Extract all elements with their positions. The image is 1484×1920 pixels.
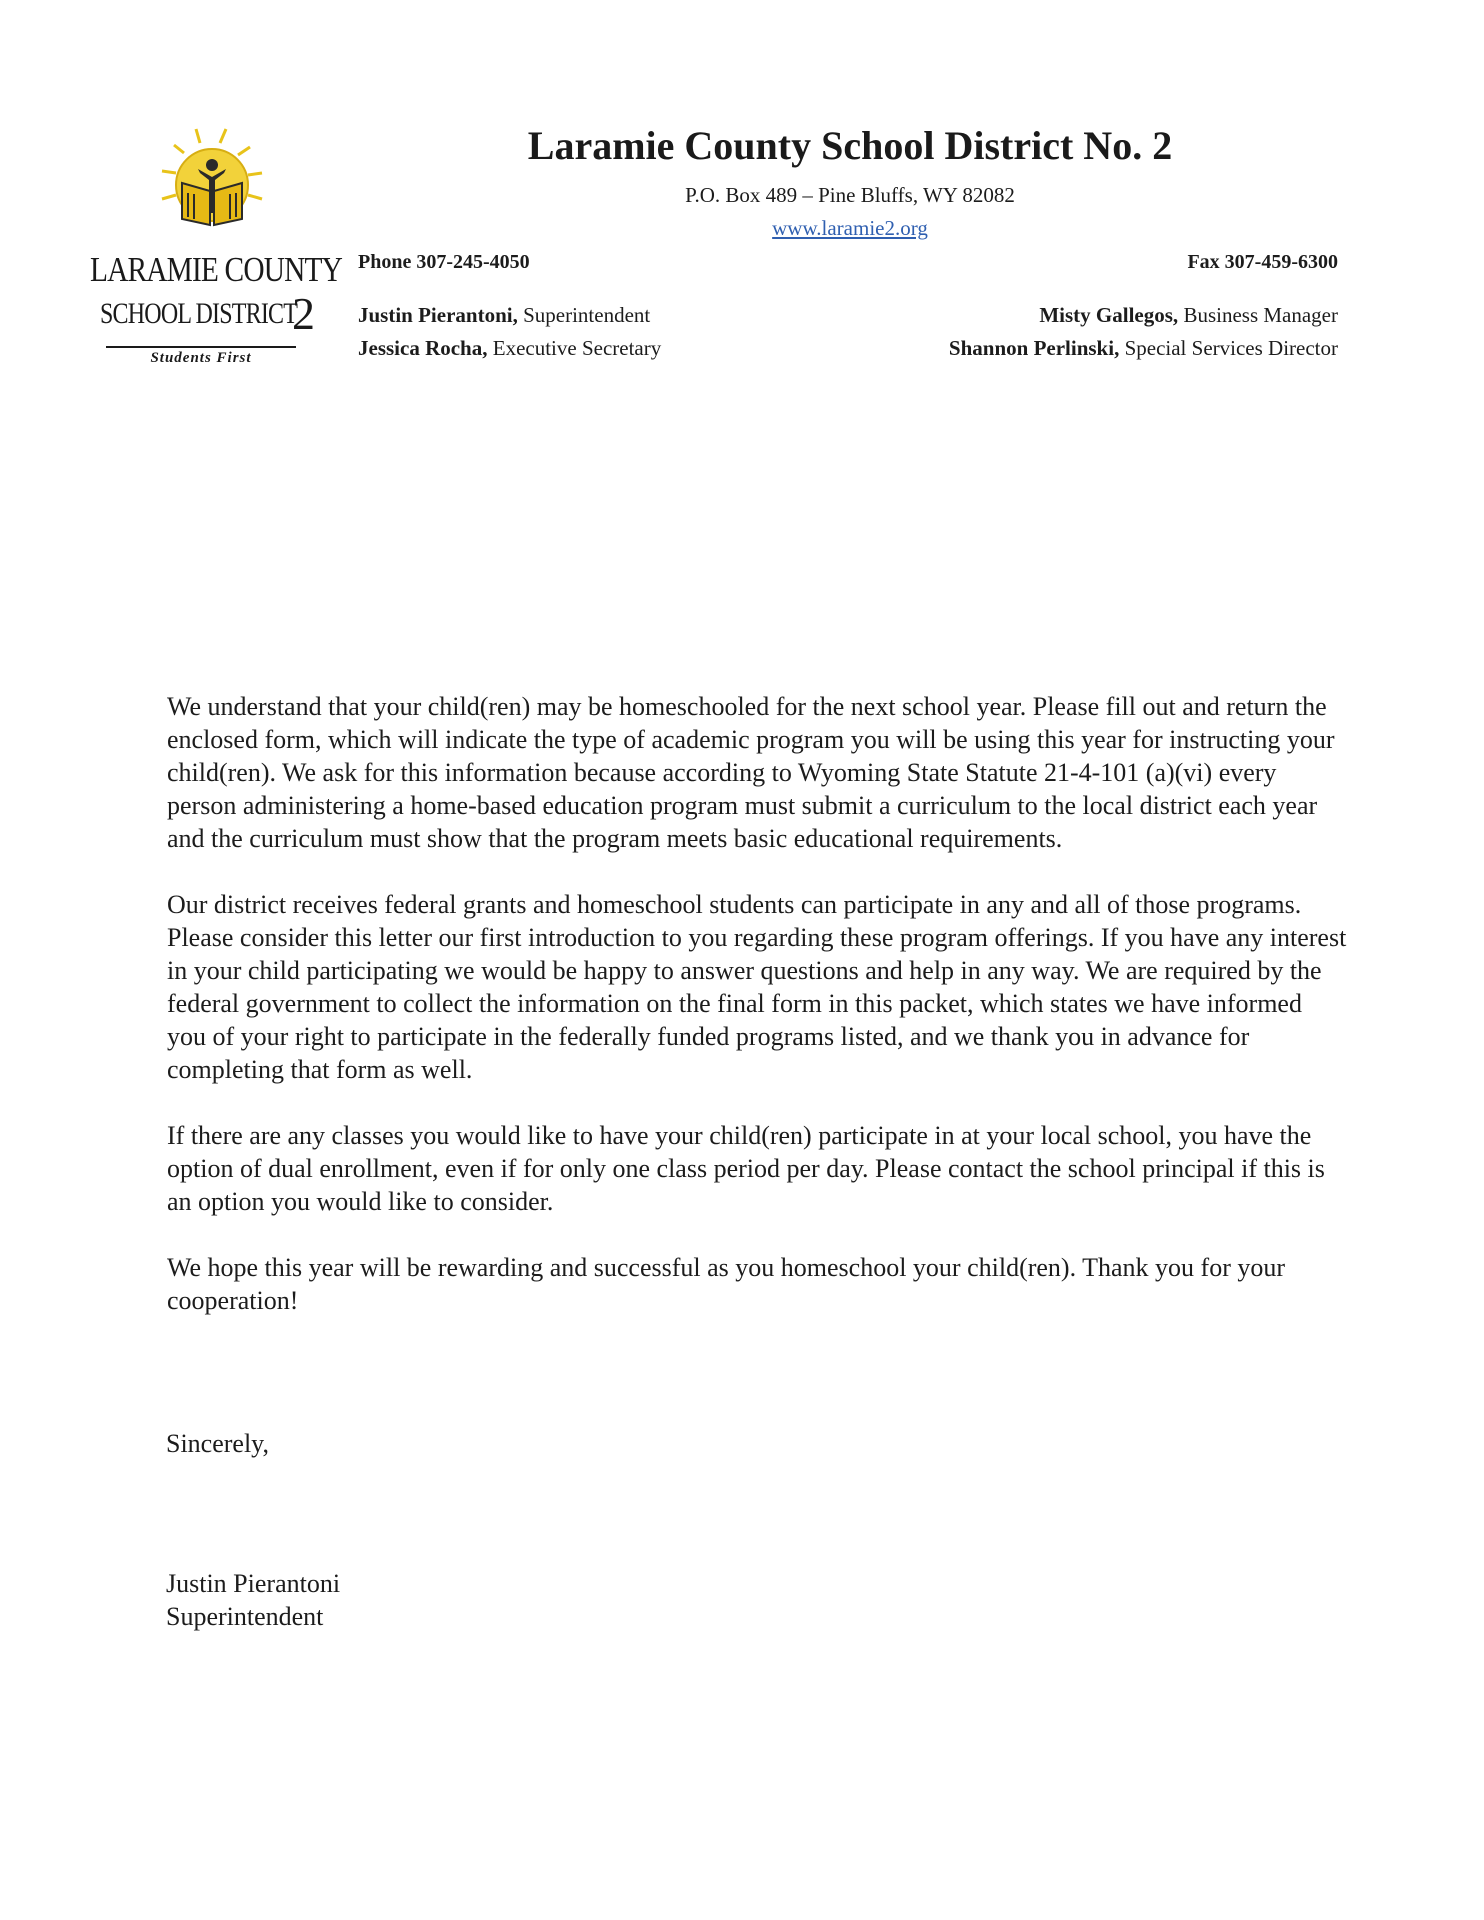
sun-book-icon <box>154 125 274 250</box>
district-title: Laramie County School District No. 2 <box>527 123 1173 168</box>
staff-title: Business Manager <box>1178 303 1338 327</box>
logo-number: 2 <box>292 288 315 339</box>
letter-paragraph: Our district receives federal grants and homeschool students can participate in any and all of those programs. Please consider this letter our first introduction to you regarding these program offerings. If you have any interest in your child participating we would be happy to answer questions and help in any way. We are required by the federal government to collect the information on the final form in this packet, which states we have informed you of your right to participate in the federally funded programs listed, and we thank you in advance for completing that form as well. <box>167 890 1347 1084</box>
staff-list-right <box>949 299 1338 365</box>
staff-entry <box>358 299 661 332</box>
signature-block <box>166 1567 340 1633</box>
staff-title: Executive Secretary <box>487 336 662 360</box>
district-website-link[interactable]: www.laramie2.org <box>772 216 928 240</box>
letter-paragraph: We understand that your child(ren) may be homeschooled for the next school year. Please fill out and return the enclosed form, which will indicate the type of academic program you will be using this year for instructing your child(ren). We ask for this information because according to Wyoming State Statute 21-4-101 (a)(vi) every person administering a home-based education program must submit a curriculum to the local district each year and the curriculum must show that the program meets basic educational requirements. <box>167 692 1335 853</box>
letter-paragraph: We hope this year will be rewarding and successful as you homeschool your child(ren). Thank you for your cooperation! <box>167 1253 1286 1315</box>
staff-name: Jessica Rocha, <box>358 336 488 360</box>
fax-label: Fax <box>1187 251 1220 273</box>
logo-tagline: Students First <box>150 350 252 366</box>
district-logo <box>84 125 344 370</box>
staff-entry <box>358 332 661 365</box>
phone-label: Phone <box>358 251 412 273</box>
fax-value: 307-459-6300 <box>1224 251 1338 273</box>
logo-divider <box>106 346 296 348</box>
letter-closing: Sincerely, <box>166 1429 269 1458</box>
logo-line-1: LARAMIE COUNTY <box>90 250 343 289</box>
fax-number <box>1187 251 1338 274</box>
staff-title: Special Services Director <box>1119 336 1338 360</box>
signer-title: Superintendent <box>166 1602 324 1631</box>
phone-value: 307-245-4050 <box>416 251 530 273</box>
letter-body <box>167 690 1347 1350</box>
staff-name: Justin Pierantoni, <box>358 303 518 327</box>
logo-line-2: SCHOOL DISTRICT <box>100 297 298 330</box>
signer-name: Justin Pierantoni <box>166 1569 341 1598</box>
phone-number <box>358 251 530 274</box>
staff-name: Misty Gallegos, <box>1039 303 1179 327</box>
letter-paragraph: If there are any classes you would like to have your child(ren) participate in at your local school, you have the option of dual enrollment, even if for only one class period per day. Please contact the school principal if this is an option you would like to consider. <box>167 1121 1325 1216</box>
staff-entry <box>949 299 1338 332</box>
staff-title: Superintendent <box>517 303 651 327</box>
district-address: P.O. Box 489 – Pine Bluffs, WY 82082 <box>685 183 1015 207</box>
staff-name: Shannon Perlinski, <box>948 336 1120 360</box>
staff-list-left <box>358 299 661 365</box>
staff-entry <box>949 332 1338 365</box>
